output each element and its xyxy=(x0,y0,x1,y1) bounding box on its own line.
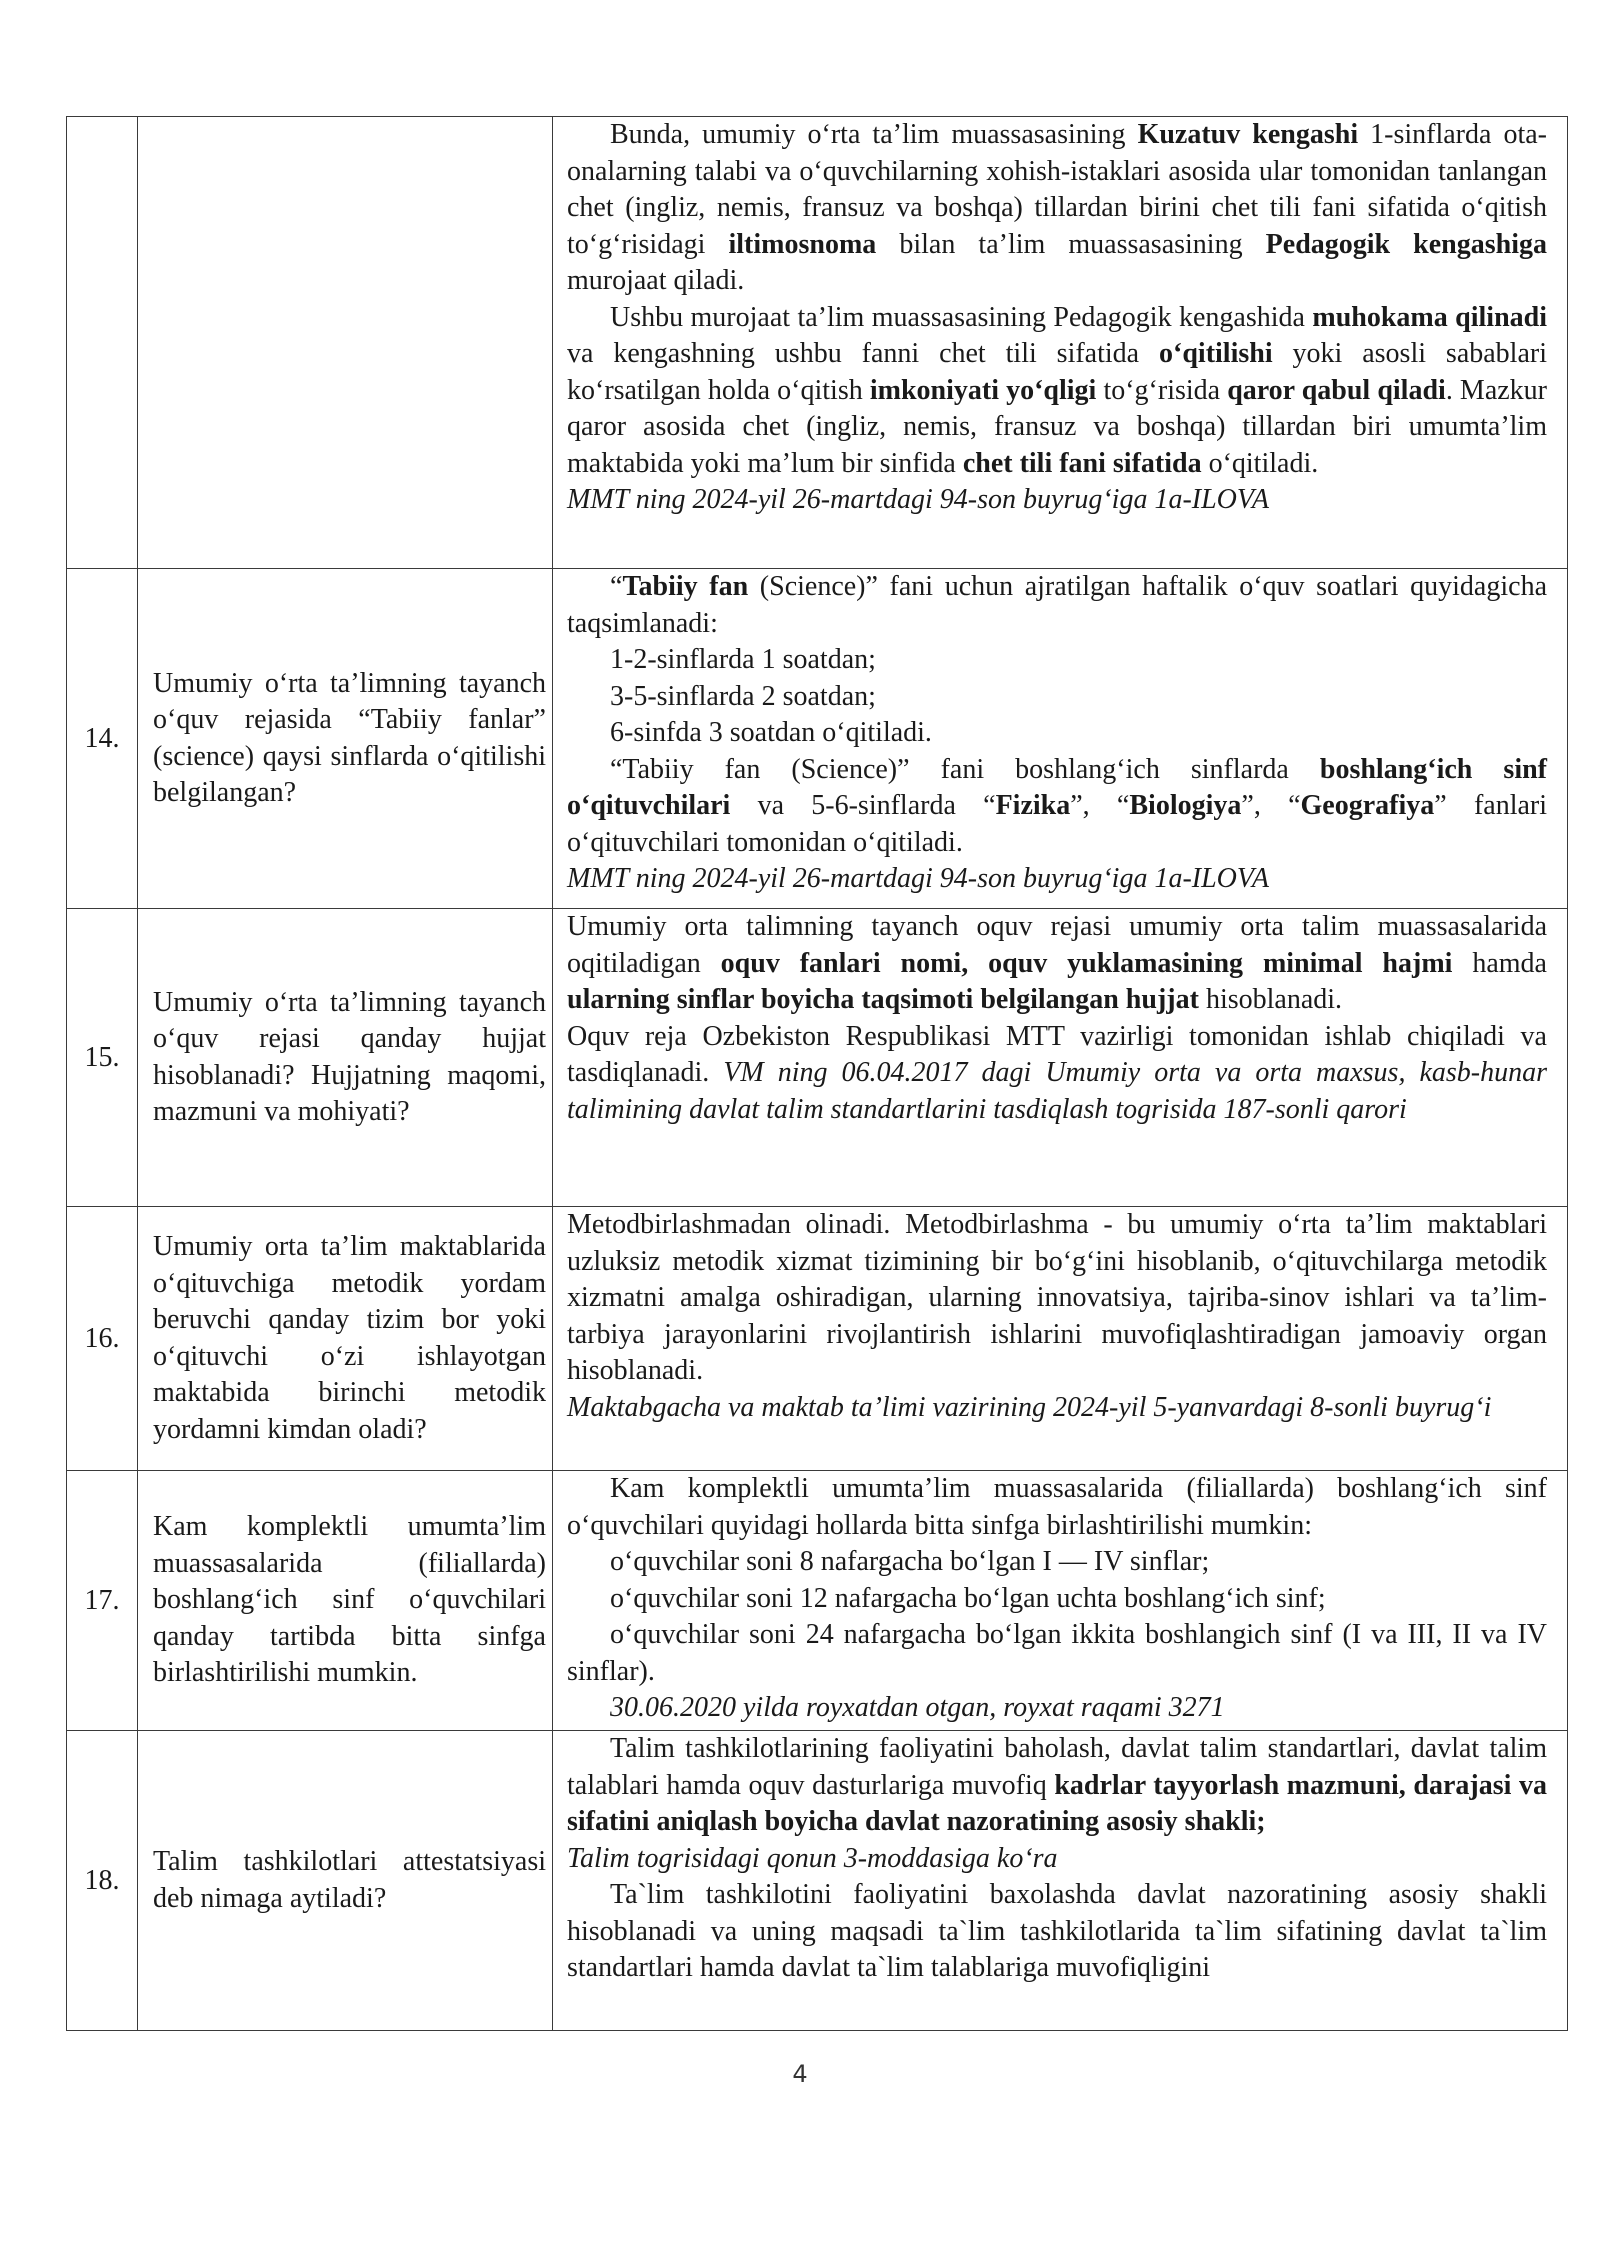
text-segment: Ta`lim tashkilotini faoliyatini baxolashda davlat nazoratining asosiy shakli hisoblanadi va uning maqsadi ta`lim tashkilotlarida ta`lim sifatining davlat ta`lim standartlari hamda davlat ta`lim talablariga muvofiqligini xyxy=(567,1879,1547,1983)
text-segment: oʻquvchilar soni 24 nafargacha boʻlgan ikkita boshlangich sinf (I va III, II va IV sinflar). xyxy=(567,1619,1547,1687)
text-segment: va 5-6-sinflarda “ xyxy=(730,790,996,821)
row-number: 16. xyxy=(67,1207,138,1471)
text-segment: oʻquvchilar soni 12 nafargacha boʻlgan uchta boshlangʻich sinf; xyxy=(610,1582,1326,1614)
question-cell xyxy=(138,1207,553,1471)
text-segment: ”, “ xyxy=(1241,790,1301,821)
text-segment: 3-5-sinflarda 2 soatdan; xyxy=(610,680,876,712)
text-segment: MMT ning 2024-yil 26-martdagi 94-son buyrugʻiga 1a-ILOVA xyxy=(567,484,1270,515)
text-segment: Maktabgacha va maktab taʼlimi vazirining 2024-yil 5-yanvardagi 8-sonli buyrugʻi xyxy=(567,1391,1492,1423)
question-text: Umumiy orta taʼlim maktablarida oʻqituvchiga metodik yordam beruvchi qanday tizim bor yoki oʻqituvchi oʻzi ishlayotgan maktabida birinchi metodik yordamni kimdan oladi? xyxy=(153,1231,546,1445)
question-text: Kam komplektli umumtaʼlim muassasalarida (filiallarda) boshlangʻich sinf oʻquvchilari qanday tartibda bitta sinfga birlashtirilishi mumkin. xyxy=(153,1511,546,1689)
answer-text xyxy=(553,1207,1567,1426)
answer-paragraph xyxy=(567,1544,1547,1581)
italic-text: VM ning 06.04.2017 dagi Umumiy orta va orta maxsus, kasb-hunar talimining davlat talim standartlarini tasdiqlash togrisida 187-sonli qarori xyxy=(567,1057,1548,1125)
question-text: Talim tashkilotlari attestatsiyasi deb nimaga aytiladi? xyxy=(153,1846,546,1914)
bold-text: Biologiya xyxy=(1129,790,1242,821)
text-segment: Ushbu murojaat taʼlim muassasasining Pedagogik kengashida xyxy=(610,301,1313,333)
text-segment: toʻgʻrisida xyxy=(1096,374,1228,406)
row-number: 14. xyxy=(67,569,138,909)
answer-reference xyxy=(567,482,1547,519)
text-segment: va kengashning ushbu fanni chet tili sifatida xyxy=(567,338,1160,369)
bold-text: Tabiiy fan xyxy=(622,571,749,602)
text-segment: yoki asosli sabablari koʻrsatilgan holda oʻqitish xyxy=(567,338,1547,406)
answer-paragraph xyxy=(567,1617,1547,1690)
answer-paragraph xyxy=(567,300,1547,483)
answer-reference xyxy=(567,1841,1547,1878)
answer-paragraph xyxy=(567,1877,1547,1987)
text-segment: 1-2-sinflarda 1 soatdan; xyxy=(610,644,876,675)
text-segment: Bunda, umumiy oʻrta taʼlim muassasasining xyxy=(610,119,1138,150)
text-segment: murojaat qiladi. xyxy=(567,265,745,296)
bold-text: ularning sinflar boyicha taqsimoti belgilangan hujjat xyxy=(567,984,1199,1015)
text-segment: “Tabiiy fan (Science)” fani boshlangʻich sinflarda xyxy=(610,753,1320,785)
text-segment: Kam komplektli umumtaʼlim muassasalarida (filiallarda) boshlangʻich sinf oʻquvchilari quyidagi hollarda bitta sinfga birlashtirilishi mumkin: xyxy=(567,1473,1547,1541)
bold-text: iltimosnoma xyxy=(728,228,877,260)
text-segment: Metodbirlashmadan olinadi. Metodbirlashma - bu umumiy oʻrta taʼlim maktablari uzluksiz metodik xizmat tizimining bir boʻgʻini hisoblanib, oʻqituvchilarga metodik xizmatni amalga oshiradigan, ularning innovatsiya, tajriba-sinov ishlari va taʼlim-tarbiya jarayonlarini rivojlantirish ishlarini muvofiqlashtiradigan jamoaviy organ hisoblanadi. xyxy=(567,1209,1547,1386)
answer-paragraph xyxy=(567,679,1547,716)
bold-text: Kuzatuv kengashi xyxy=(1137,119,1359,150)
text-segment: MMT ning 2024-yil 26-martdagi 94-son buyrugʻiga 1a-ILOVA xyxy=(567,863,1270,894)
answer-cell xyxy=(553,569,1568,909)
text-segment: oʻqitiladi. xyxy=(1201,447,1319,479)
bold-text: chet tili fani sifatida xyxy=(962,447,1202,479)
answer-paragraph xyxy=(567,1207,1547,1390)
answer-paragraph xyxy=(567,642,1547,679)
answer-cell xyxy=(553,1207,1568,1471)
table-row xyxy=(67,909,1568,1207)
table-row xyxy=(67,1207,1568,1471)
table-row xyxy=(67,117,1568,569)
answer-cell xyxy=(553,1471,1568,1731)
question-cell xyxy=(138,909,553,1207)
answer-paragraph xyxy=(567,752,1547,862)
bold-text: oquv fanlari nomi, oquv yuklamasining minimal hajmi xyxy=(720,947,1453,979)
answer-paragraph xyxy=(567,569,1547,642)
text-segment: hisoblanadi. xyxy=(1198,984,1343,1015)
question-cell xyxy=(138,117,553,569)
text-segment: . Mazkur qaror asosida chet (ingliz, nemis, fransuz va boshqa) tillardan biri umumtaʼlim maktabida yoki maʼlum bir sinfida xyxy=(567,374,1547,479)
answer-paragraph xyxy=(567,1581,1547,1618)
qa-table xyxy=(66,116,1568,2031)
bold-text: kadrlar tayyorlash mazmuni, darajasi va sifatini aniqlash boyicha davlat nazoratining asosiy shakli; xyxy=(567,1769,1547,1837)
bold-text: oʻqitilishi xyxy=(1159,338,1273,369)
text-segment: Talim togrisidagi qonun 3-moddasiga koʻra xyxy=(567,1842,1058,1874)
table-row xyxy=(67,569,1568,909)
bold-text: boshlangʻich sinf oʻqituvchilari xyxy=(567,753,1547,821)
text-segment: ”, “ xyxy=(1070,790,1130,821)
table-row xyxy=(67,1731,1568,2031)
text-segment: bilan taʼlim muassasasining xyxy=(876,228,1266,260)
question-text: Umumiy oʻrta taʼlimning tayanch oʻquv rejasida “Tabiiy fanlar” (science) qaysi sinflarda oʻqitilishi belgilangan? xyxy=(153,667,546,808)
bold-text: imkoniyati yoʻqligi xyxy=(869,374,1097,406)
row-number: 17. xyxy=(67,1471,138,1731)
answer-reference xyxy=(567,1690,1547,1727)
row-number xyxy=(67,117,138,569)
row-number: 18. xyxy=(67,1731,138,2031)
text-segment: 30.06.2020 yilda royxatdan otgan, royxat raqami 3271 xyxy=(610,1692,1225,1723)
text-segment: 1-sinflarda ota-onalarning talabi va oʻquvchilarning xohish-istaklari asosida ular tomonidan tanlangan chet (ingliz, nemis, fransuz va boshqa) tillardan birini chet tili fani sifatida oʻqitish toʻgʻrisidagi xyxy=(567,119,1547,260)
answer-paragraph xyxy=(567,1471,1547,1544)
text-segment: Talim tashkilotlarining faoliyatini baholash, davlat talim standartlari, davlat talim talablari hamda oquv dasturlariga muvofiq xyxy=(567,1733,1547,1801)
bold-text: qaror qabul qiladi xyxy=(1227,374,1446,406)
question-cell xyxy=(138,569,553,909)
question-text xyxy=(138,339,552,347)
answer-text xyxy=(553,1471,1567,1727)
answer-cell xyxy=(553,1731,1568,2031)
text-segment: oʻquvchilar soni 8 nafargacha boʻlgan I — IV sinflar; xyxy=(610,1546,1210,1577)
page-number: 4 xyxy=(792,2060,808,2088)
answer-paragraph xyxy=(567,117,1547,300)
answer-text xyxy=(553,1731,1567,1987)
text-segment: Oquv reja Ozbekiston Respublikasi MTT vazirligi tomonidan ishlab chiqiladi va tasdiqlanadi. xyxy=(567,1020,1547,1088)
bold-text: Geografiya xyxy=(1300,790,1435,821)
answer-text xyxy=(553,909,1567,1128)
qa-table-body xyxy=(67,117,1568,2031)
answer-text xyxy=(553,569,1567,898)
question-cell xyxy=(138,1731,553,2031)
answer-paragraph xyxy=(567,1731,1547,1841)
table-row xyxy=(67,1471,1568,1731)
row-number: 15. xyxy=(67,909,138,1207)
bold-text: Fizika xyxy=(995,790,1071,821)
bold-text: Pedagogik kengashiga xyxy=(1265,228,1548,260)
answer-reference xyxy=(567,1390,1547,1427)
question-cell xyxy=(138,1471,553,1731)
question-text: Umumiy oʻrta taʼlimning tayanch oʻquv rejasi qanday hujjat hisoblanadi? Hujjatning maqomi, mazmuni va mohiyati? xyxy=(153,986,546,1127)
text-segment: Umumiy orta talimning tayanch oquv rejasi umumiy orta talim muassasalarida oqitiladigan xyxy=(567,911,1547,979)
answer-text xyxy=(553,117,1567,519)
answer-paragraph xyxy=(567,1019,1547,1129)
answer-paragraph xyxy=(567,715,1547,752)
text-segment: 6-sinfda 3 soatdan oʻqitiladi. xyxy=(610,717,932,748)
bold-text: muhokama qilinadi xyxy=(1312,301,1547,333)
answer-cell xyxy=(553,909,1568,1207)
answer-paragraph xyxy=(567,909,1547,1019)
text-segment: (Science)” fani uchun ajratilgan haftalik oʻquv soatlari quyidagicha taqsimlanadi: xyxy=(567,571,1547,639)
text-segment: hamda xyxy=(1452,947,1547,979)
answer-reference xyxy=(567,861,1547,898)
text-segment: ” fanlari oʻqituvchilari tomonidan oʻqitiladi. xyxy=(567,790,1548,858)
answer-cell xyxy=(553,117,1568,569)
text-segment: “ xyxy=(610,571,623,602)
